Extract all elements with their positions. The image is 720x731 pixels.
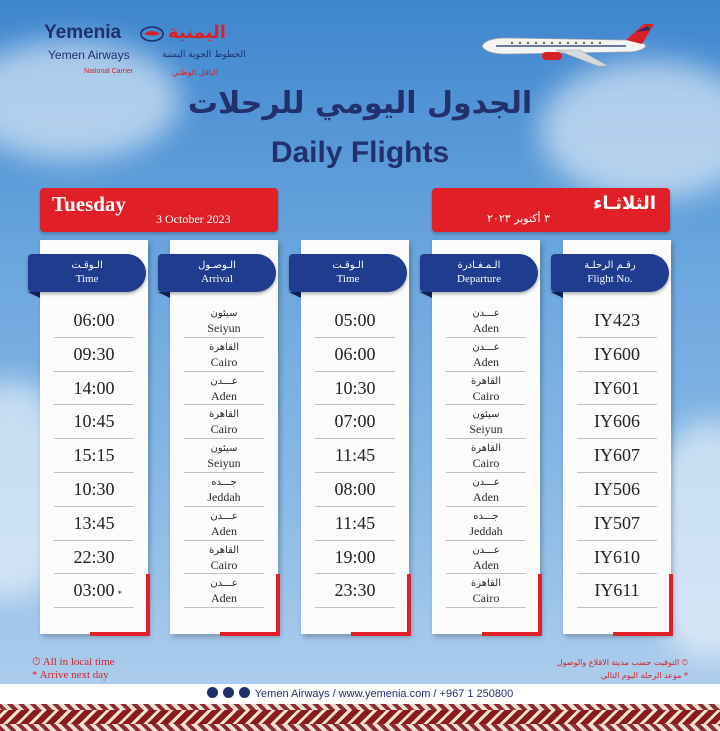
arrival-city-en: Jeddah [207,489,241,504]
arrival-city-en: Cairo [210,422,238,437]
arrival-time-value: 03:00 [73,580,115,601]
instagram-icon[interactable] [207,687,218,698]
brand-subtitle-ar: الخطوط الجوية اليمنية [162,50,246,60]
departure-time-value: 11:45 [334,445,376,466]
departure-time-cell [315,473,395,507]
red-corner-accent [538,574,542,636]
arrival-city-ar: القاهرة [209,544,239,556]
arrival-time-cell [54,541,134,575]
departure-time-value: 19:00 [334,546,376,567]
departure-city-cell [446,372,526,406]
arrival-city-en: Seiyun [207,321,241,335]
asterisk-icon: * [32,669,38,681]
column-header-label-en: Arrival [201,273,233,285]
departure-city-en: Aden [473,321,499,335]
red-corner-accent [276,574,280,636]
red-corner-accent [613,632,673,636]
arrival-time-value: 09:30 [73,343,115,364]
arrival-city-en: Aden [211,523,237,538]
day-label-en: Tuesday [52,192,126,216]
flight-number-value: IY607 [594,445,640,466]
flight-number-value: IY506 [594,478,640,499]
flight-number-value: IY611 [594,580,640,601]
flight-number-value: IY606 [594,411,640,432]
column-header-label-en: Flight No. [587,273,633,285]
flight-number-cell [577,338,657,372]
brand-tag-en: National Carrier [84,68,134,75]
arrival-city-cell [184,372,264,406]
clock-mark-icon: ⏱ [32,656,41,668]
footer-contact-text: Yemen Airways / www.yemenia.com / +967 1 250800 [254,688,514,700]
flight-number-value: IY610 [594,546,640,567]
arrival-city-ar: عـــدن [210,510,238,522]
yemenia-emblem-icon [140,26,164,42]
arrival-city-en: Cairo [210,354,238,369]
arrival-city-ar: القاهرة [209,409,239,421]
departure-city-cell [446,304,526,338]
arrival-city-cell [184,574,264,608]
red-corner-accent [90,632,150,636]
departure-city-cell [446,439,526,473]
brand-name-en: Yemenia [44,22,122,43]
flight-number-cell [577,473,657,507]
date-label-en: 3 October 2023 [156,212,231,226]
cloud [540,60,720,200]
arrival-time-value: 10:30 [73,478,115,499]
page-title-en: Daily Flights [270,136,450,169]
flight-number-list [563,304,671,608]
arrival-city-cell [184,473,264,507]
arrival-city-cell [184,405,264,439]
departure-city-en: Seiyun [469,422,503,437]
departure-time-cell [315,405,395,439]
arrival-time-cell [54,473,134,507]
departure-time-cell [315,338,395,372]
day-banner-en [40,188,278,232]
departure-city-cell [446,473,526,507]
arrival-city-en: Seiyun [207,456,241,471]
arrival-city-ar: جـــده [211,476,237,488]
flight-number-cell [577,541,657,575]
departure-city-en: Cairo [472,456,500,471]
departure-time-value: 07:00 [334,411,376,432]
departure-time-value: 06:00 [334,343,376,364]
arrival-city-ar: سيئون [210,443,238,455]
arrival-time-list [40,304,148,608]
notes-en [32,656,115,682]
arrival-time-cell [54,574,134,608]
departure-time-cell [315,541,395,575]
departure-city-cell [446,541,526,575]
date-label-ar: ٣ أكتوبر ٢٠٢٣ [487,212,550,225]
arrival-city-en: Cairo [210,557,238,572]
brand-logo-block [44,22,254,82]
departure-city-ar: القاهرة [471,443,501,455]
column-header-label-en: Time [75,273,99,285]
departure-city-ar: سيئون [472,409,500,421]
red-corner-accent [407,574,411,636]
airplane-icon [476,22,666,70]
notes-ar [557,656,688,682]
column-header-departure [420,254,538,292]
arrival-time-cell [54,372,134,406]
departure-time-cell [315,439,395,473]
departure-time-cell [315,372,395,406]
arrival-time-cell [54,338,134,372]
arrival-time-cell [54,304,134,338]
departure-time-value: 05:00 [334,310,376,330]
column-header-label-ar: الـوقـت [332,260,364,271]
brand-name-ar: اليمنية [168,22,226,43]
column-departure [432,240,540,634]
red-corner-accent [146,574,150,636]
departure-city-en: Aden [473,557,499,572]
column-header-label-ar: الـوقـت [71,260,103,271]
note-next-day-en [32,669,115,682]
day-label-ar: الثلاثـاء [593,193,656,214]
clock-mark-icon: ⏱ [681,658,688,667]
departure-city-cell [446,405,526,439]
column-header-label-ar: رقـم الرحلـة [584,260,636,271]
departure-city-en: Aden [473,489,499,504]
departure-city-ar: القاهرة [471,578,501,590]
departure-time-value: 08:00 [334,478,376,499]
departure-time-cell [315,574,395,608]
column-header-flight-number [551,254,669,292]
note-text: All in local time [42,656,115,668]
note-text: موعد الرحلة اليوم التالي [600,671,682,680]
departure-city-en: Jeddah [469,523,503,538]
arrival-time-value: 22:30 [73,546,115,567]
asterisk-icon: * [684,671,688,680]
red-corner-accent [220,632,280,636]
column-flight-number [563,240,671,634]
departure-time-cell [315,304,395,338]
red-corner-accent [482,632,542,636]
departure-city-ar: عـــدن [472,308,500,319]
departure-city-cell [446,574,526,608]
note-text: التوقيت حسب مدينة الاقلاع والوصول [556,658,680,667]
arrival-city-ar: سيئون [210,308,238,319]
arrival-time-cell [54,507,134,541]
departure-time-list [301,304,409,608]
brand-subtitle-en: Yemen Airways [48,48,130,62]
arrival-city-en: Aden [211,388,237,403]
arrival-city-cell [184,439,264,473]
column-departure-time [301,240,409,634]
note-text: Arrive next day [39,669,109,681]
brand-tag-ar: الناقل الوطني [172,68,219,77]
departure-city-en: Aden [473,354,499,369]
arrival-time-cell [54,439,134,473]
note-local-time-ar [557,656,688,669]
departure-time-cell [315,507,395,541]
arrival-city-en: Aden [211,591,237,606]
arrival-city-ar: عـــدن [210,578,238,590]
arrival-city-ar: القاهرة [209,341,239,353]
departure-time-value: 11:45 [334,512,376,533]
red-corner-accent [351,632,411,636]
column-header-label-ar: الـمـغـادرة [457,260,501,271]
twitter-icon[interactable] [223,687,234,698]
arrival-city-ar: عـــدن [210,375,238,387]
arrival-time-value: 06:00 [73,310,115,330]
flight-number-value: IY507 [594,512,640,533]
arrival-time-value: 10:45 [73,411,115,432]
departure-city-ar: عـــدن [472,341,500,353]
flight-number-cell [577,439,657,473]
departure-city-ar: جـــده [473,510,499,522]
departure-city-ar: القاهرة [471,375,501,387]
departure-time-value: 10:30 [334,377,376,398]
red-corner-accent [669,574,673,636]
arrival-time-value: 14:00 [73,377,115,398]
flight-number-value: IY600 [594,343,640,364]
departure-city-list [432,304,540,608]
page-title-ar: الجدول اليومي للرحلات [187,86,533,121]
flight-number-cell [577,372,657,406]
next-day-asterisk-icon: * [117,589,122,600]
arrival-city-cell [184,541,264,575]
departure-city-en: Cairo [472,591,500,606]
column-arrival [170,240,278,634]
facebook-icon[interactable] [239,687,250,698]
column-header-departure-time [289,254,407,292]
departure-city-cell [446,338,526,372]
column-header-label-en: Time [336,273,360,285]
flight-number-cell [577,405,657,439]
departure-city-en: Cairo [472,388,500,403]
column-header-arrival [158,254,276,292]
note-next-day-ar [557,669,688,682]
arrival-city-cell [184,338,264,372]
column-arrival-time [40,240,148,634]
departure-city-ar: عـــدن [472,544,500,556]
note-local-time-en [32,656,115,669]
arrival-city-cell [184,507,264,541]
footer-contact-bar [0,684,720,704]
departure-time-value: 23:30 [334,580,376,601]
column-header-arrival-time [28,254,146,292]
arrival-time-value: 13:45 [73,512,115,533]
flight-number-cell [577,574,657,608]
arrival-city-list [170,304,278,608]
decorative-pattern-band [0,710,720,724]
day-banner-ar [432,188,670,232]
departure-city-ar: عـــدن [472,476,500,488]
flight-number-value: IY601 [594,377,640,398]
arrival-city-cell [184,304,264,338]
departure-city-cell [446,507,526,541]
column-header-label-en: Departure [457,273,501,285]
flight-number-cell [577,507,657,541]
arrival-time-value: 15:15 [73,445,115,466]
arrival-time-cell [54,405,134,439]
column-header-label-ar: الـوصـول [198,260,236,271]
flight-number-cell [577,304,657,338]
flight-number-value: IY423 [594,310,640,330]
